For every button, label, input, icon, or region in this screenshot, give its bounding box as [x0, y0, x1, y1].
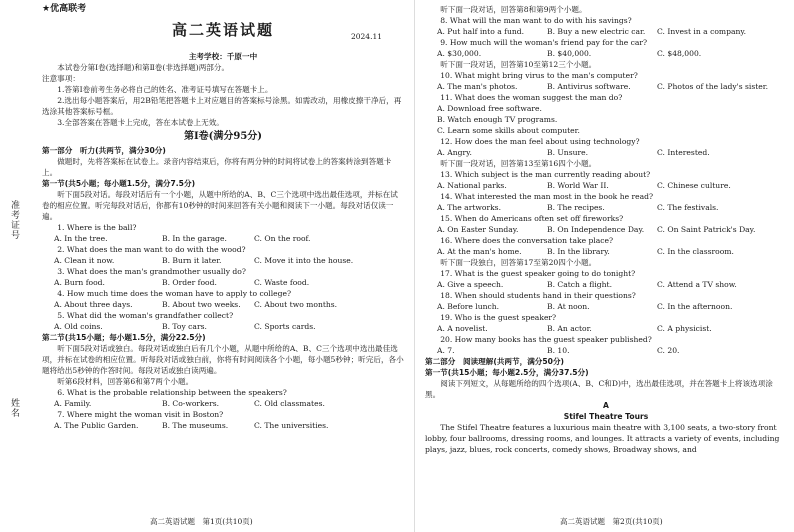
question-option: C. The festivals.: [657, 203, 719, 212]
subsection-title: 第一节(共5小题；每小题1.5分，满分7.5分): [42, 179, 196, 188]
passage-title: Stifel Theatre Tours: [563, 412, 649, 421]
question-options: [42, 233, 404, 244]
question-option: C. Chinese culture.: [657, 181, 731, 190]
question-stem: 16. Where does the conversation take place?: [440, 236, 614, 245]
question-option: B. The museums.: [162, 421, 229, 430]
section-title: 第二部分 阅读理解(共两节，满分50分): [425, 357, 565, 366]
question-stem: 17. What is the guest speaker going to do tonight?: [440, 269, 636, 278]
question-option: A. Before lunch.: [437, 302, 500, 311]
question-option: C. Interested.: [657, 148, 710, 157]
question-option: B. At noon.: [547, 302, 590, 311]
question-stem: 12. How does the man feel about using technology?: [440, 137, 640, 146]
page-divider: [414, 0, 415, 532]
listen-instruction: 听下面一段对话，回答第10至第12三个小题。: [440, 60, 597, 69]
question-stem: 15. When do Americans often set off fireworks?: [440, 214, 624, 223]
question-option: C. Photos of the lady's sister.: [657, 82, 769, 91]
question-options: [425, 224, 787, 235]
question-options: [42, 398, 404, 409]
question-option: A. Burn food.: [54, 278, 105, 287]
listen-instruction: 听下面一段对话，回答第13至第16四个小题。: [440, 159, 597, 168]
question-option: B. Unsure.: [547, 148, 589, 157]
notice-head: 注意事项：: [42, 74, 80, 83]
question-stem: 6. What is the probable relationship between the speakers?: [57, 388, 287, 397]
page-footer: 高二英语试题 第2页(共10页): [560, 517, 663, 526]
exam-tag: ★优高联考: [42, 4, 87, 14]
question-option: A. National parks.: [437, 181, 507, 190]
question-option: A. At the man's home.: [437, 247, 522, 256]
question-stem: 8. What will the man want to do with his savings?: [440, 16, 632, 25]
question-option: B. About two weeks.: [162, 300, 241, 309]
question-option: B. On Independence Day.: [547, 225, 645, 234]
question-options: [425, 301, 787, 312]
question-option: C. Sports cards.: [254, 322, 316, 331]
question-option: C. About two months.: [254, 300, 338, 309]
question-option: B. Watch enough TV programs.: [437, 115, 558, 124]
section-title: 第一部分 听力(共两节，满分30分): [42, 146, 166, 155]
question-option: A. Download free software.: [437, 104, 542, 113]
listen-instruction: 听下面一段独白，回答第17至第20四个小题。: [440, 258, 597, 267]
question-option: A. 7.: [437, 346, 455, 355]
question-option: B. Co-workers.: [162, 399, 220, 408]
question-stem: 7. Where might the woman visit in Boston?: [57, 410, 224, 419]
subsection-desc: 听下面5段对话。每段对话后有一个小题，从题中所给的A、B、C三个选项中选出最佳选项，并标在试卷的相应位置。听完每段对话后，你都有10秒钟的时间来回答有关小题和阅读下一小题。每段对话仅读一遍。: [42, 190, 398, 221]
right-page: [425, 4, 787, 455]
question-options: [42, 321, 404, 332]
question-option: C. The universities.: [254, 421, 329, 430]
listen-instruction: 听第6段材料，回答第6和第7两个小题。: [57, 377, 194, 386]
question-option: C. Learn some skills about computer.: [437, 126, 580, 135]
question-option: A. The Public Garden.: [54, 421, 139, 430]
question-option: B. $40,000.: [547, 49, 592, 58]
question-option: B. Order food.: [162, 278, 217, 287]
question-stem: 5. What did the woman's grandfather collect?: [57, 311, 234, 320]
question-options: [425, 147, 787, 158]
question-option: C. $48,000.: [657, 49, 702, 58]
part-title: 第Ⅰ卷(满分95分): [183, 131, 263, 142]
subsection-title: 第二节(共15小题；每小题1.5分，满分22.5分): [42, 333, 206, 342]
question-option: B. Buy a new electric car.: [547, 27, 646, 36]
question-option: A. Give a speech.: [437, 280, 504, 289]
school-line: 主考学校：千原一中: [188, 52, 258, 61]
notice-item: 1.答第Ⅰ卷前考生务必将自己的姓名、准考证号填写在答题卡上。: [57, 85, 273, 94]
notice-item: 2.选出每小题答案后，用2B铅笔把答题卡上对应题目的答案标号涂黑。如需改动，用橡皮擦干净后，再选涂其他答案标号框。: [42, 96, 402, 116]
question-option: A. $30,000.: [437, 49, 482, 58]
question-options: [42, 255, 404, 266]
question-option: C. Move it into the house.: [254, 256, 354, 265]
question-option: A. A novelist.: [437, 324, 488, 333]
passage-text: The Stifel Theatre features a luxurious main theatre with 3,100 seats, a two-story front lobby, four ballrooms, dressing rooms, and lounges. It attracts a variety of events, including plays, jazz, blues, rock concerts, comedy shows, Broadway shows, and: [425, 423, 780, 454]
question-option: C. In the afternoon.: [657, 302, 733, 311]
question-stem: 14. What interested the man most in the book he read?: [440, 192, 654, 201]
question-option: C. Waste food.: [254, 278, 310, 287]
question-options: [42, 277, 404, 288]
question-option: C. Invest in a company.: [657, 27, 747, 36]
question-option: A. In the tree.: [54, 234, 108, 243]
subsection-title: 第一节(共15小题；每小题2.5分，满分37.5分): [425, 368, 589, 377]
question-option: C. In the classroom.: [657, 247, 734, 256]
question-options: [425, 246, 787, 257]
subsection-desc: 阅读下列短文，从每题所给的四个选项(A、B、C和D)中，选出最佳选项，并在答题卡上将该选项涂黑。: [425, 379, 773, 399]
question-option: C. Old classmates.: [254, 399, 325, 408]
question-options: [42, 299, 404, 310]
listen-instruction: 听下面一段对话，回答第8和第9两个小题。: [440, 5, 587, 14]
question-option: B. In the garage.: [162, 234, 227, 243]
question-option: A. Clean it now.: [54, 256, 115, 265]
question-option: A. On Easter Sunday.: [437, 225, 519, 234]
question-options: [425, 345, 787, 356]
question-option: A. Old coins.: [54, 322, 103, 331]
question-option: B. In the library.: [547, 247, 610, 256]
question-options: [42, 420, 404, 431]
question-options: [425, 279, 787, 290]
question-option: B. The recipes.: [547, 203, 605, 212]
subsection-desc: 听下面5段对话或独白。每段对话或独白后有几个小题，从题中所给的A、B、C三个选项中选出最佳选项，并标在试卷的相应位置。听每段对话或独白前，你将有时间阅读各个小题，每小题5秒钟；听完后，各小题将给出5秒钟的作答时间。每段对话或独白读两遍。: [42, 344, 404, 375]
question-stem: 4. How much time does the woman have to apply to college?: [57, 289, 292, 298]
question-option: C. A physicist.: [657, 324, 712, 333]
question-option: B. 10.: [547, 346, 570, 355]
question-option: A. Angry.: [437, 148, 472, 157]
question-option: A. About three days.: [54, 300, 133, 309]
question-option: A. The artworks.: [437, 203, 501, 212]
intro: 本试卷分第Ⅰ卷(选择题)和第Ⅱ卷(非选择题)两部分。: [57, 63, 230, 72]
question-option: A. The man's photos.: [437, 82, 518, 91]
question-stem: 19. Who is the guest speaker?: [440, 313, 557, 322]
question-stem: 13. Which subject is the man currently reading about?: [440, 170, 651, 179]
question-stem: 20. How many books has the guest speaker published?: [440, 335, 652, 344]
question-stem: 18. When should students hand in their questions?: [440, 291, 636, 300]
passage-label: A: [603, 401, 609, 410]
question-option: B. Antivirus software.: [547, 82, 631, 91]
question-option: B. World War II.: [547, 181, 609, 190]
question-options: [425, 26, 787, 37]
question-option: B. Catch a flight.: [547, 280, 613, 289]
question-option: C. On the roof.: [254, 234, 311, 243]
question-stem: 2. What does the man want to do with the wood?: [57, 245, 246, 254]
question-option: C. On Saint Patrick's Day.: [657, 225, 756, 234]
question-option: B. An actor.: [547, 324, 592, 333]
notice-item: 3.全部答案在答题卡上完成，答在本试卷上无效。: [57, 118, 224, 127]
question-options: [425, 81, 787, 92]
question-option: B. Burn it later.: [162, 256, 222, 265]
question-option: A. Put half into a fund.: [437, 27, 525, 36]
question-stem: 9. How much will the woman's friend pay for the car?: [440, 38, 648, 47]
question-options: [425, 48, 787, 59]
question-options: [425, 323, 787, 334]
question-option: C. Attend a TV show.: [657, 280, 737, 289]
name-label: 姓名: [9, 398, 19, 418]
question-option: B. Toy cars.: [162, 322, 207, 331]
question-stem: 11. What does the woman suggest the man do?: [440, 93, 623, 102]
question-option: C. 20.: [657, 346, 680, 355]
page-footer: 高二英语试题 第1页(共10页): [150, 517, 253, 526]
exam-date: 2024.11: [350, 32, 382, 41]
section-desc: 做题时，先将答案标在试卷上。录音内容结束后，你将有两分钟的时间将试卷上的答案转涂到答题卡上。: [42, 157, 392, 177]
question-stem: 3. What does the man's grandmother usually do?: [57, 267, 246, 276]
question-stem: 10. What might bring virus to the man's computer?: [440, 71, 638, 80]
left-page: [42, 4, 404, 431]
question-option: A. Family.: [54, 399, 92, 408]
page-title: 高二英语试题: [171, 21, 274, 39]
exam-number-label: 准考证号: [9, 200, 19, 240]
question-options: [425, 180, 787, 191]
question-stem: 1. Where is the ball?: [57, 223, 137, 232]
question-options: [425, 202, 787, 213]
